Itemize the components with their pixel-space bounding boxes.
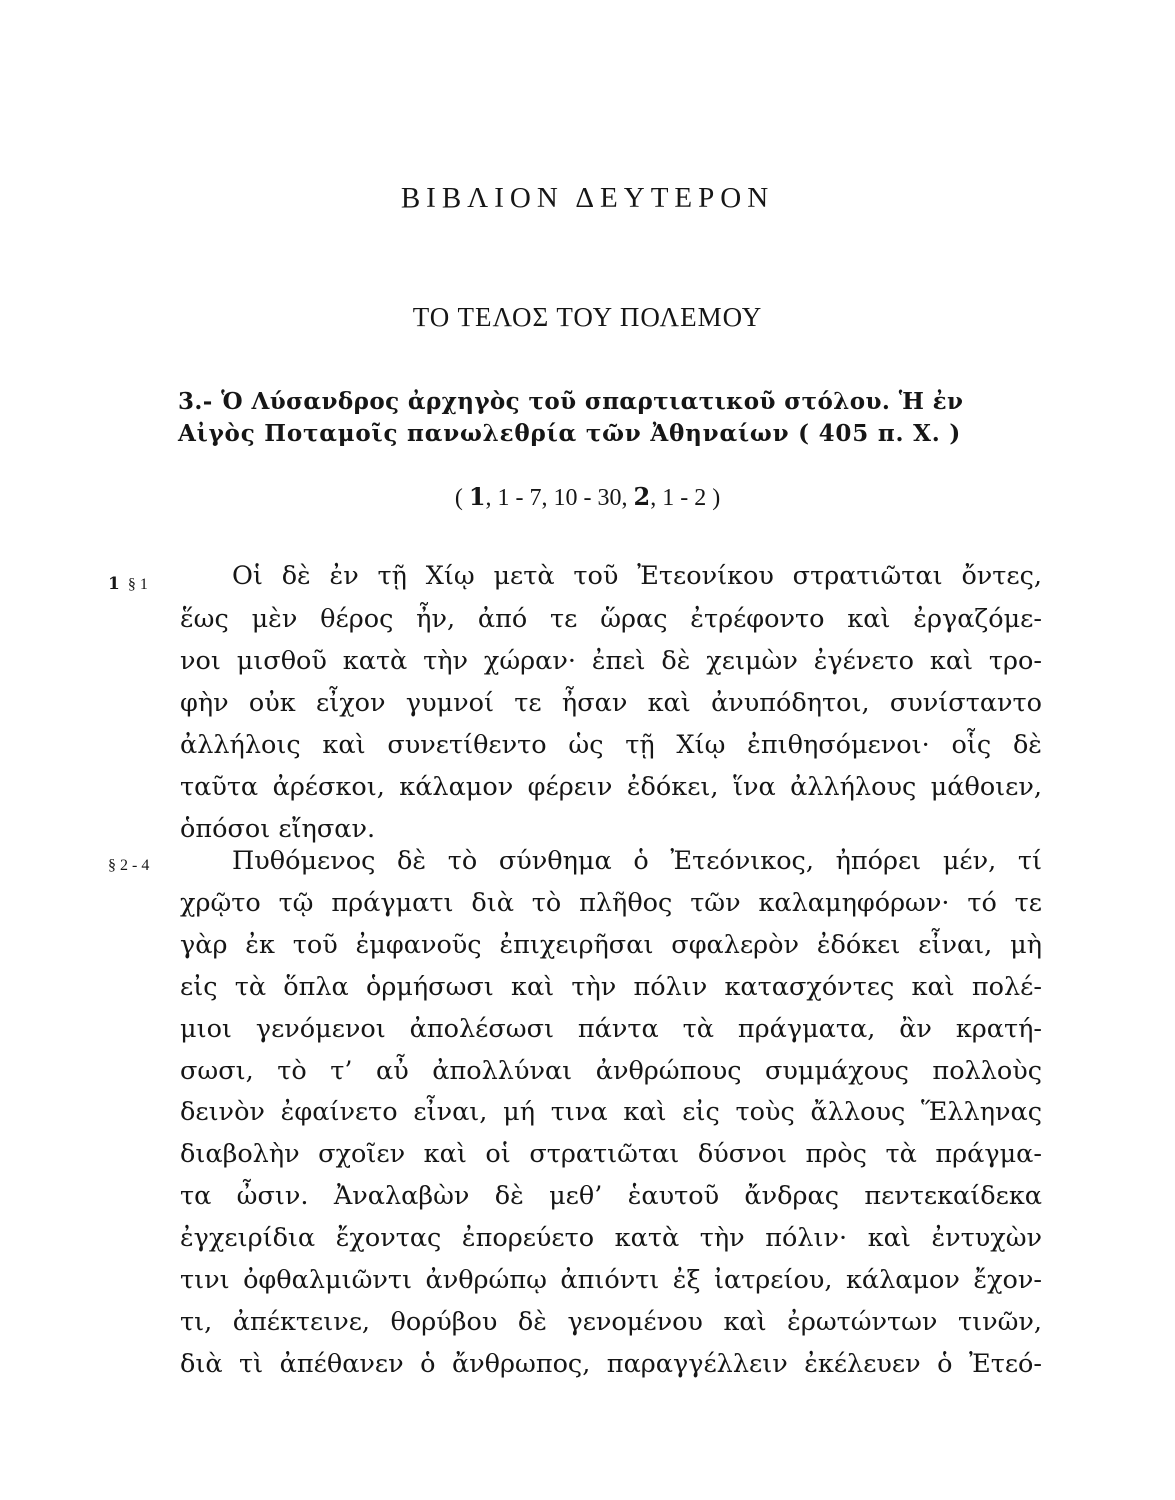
margin-note-2: § 2 - 4 xyxy=(108,857,150,874)
paragraph-2-line: τινι ὀφθαλμιῶντι ἀνθρώπῳ ἀπιόντι ἐξ ἰατρείου, κάλαμον ἔχον- xyxy=(180,1265,1042,1295)
refs-open: ( xyxy=(454,485,469,511)
paragraph-2-line: τα ὦσιν. Ἀναλαβὼν δὲ μεθ’ ἑαυτοῦ ἄνδρας πεντεκαίδεκα xyxy=(180,1181,1042,1211)
source-references xyxy=(0,482,1175,512)
chapter-heading-line-1: 3.- Ὁ Λύσανδρος ἀρχηγὸς τοῦ σπαρτιατικοῦ στόλου. Ἡ ἐν xyxy=(178,388,964,415)
paragraph-2-line: γὰρ ἐκ τοῦ ἐμφανοῦς ἐπιχειρῆσαι σφαλερὸν ἐδόκει εἶναι, μὴ xyxy=(180,930,1042,960)
paragraph-1-line: ἕως μὲν θέρος ἦν, ἀπό τε ὥρας ἐτρέφοντο καὶ ἐργαζόμε- xyxy=(180,604,1042,634)
paragraph-1-line: φὴν οὐκ εἶχον γυμνοί τε ἦσαν καὶ ἀνυπόδητοι, συνίσταντο xyxy=(180,688,1042,718)
refs-book-2: 2 xyxy=(633,482,651,511)
paragraph-1-line: ὁπόσοι εἴησαν. xyxy=(180,814,376,844)
refs-book-1: 1 xyxy=(468,482,486,511)
book-title: ΒΙΒΛΙΟΝ ΔΕΥΤΕΡΟΝ xyxy=(400,182,775,214)
paragraph-2-line: χρῷτο τῷ πράγματι διὰ τὸ πλῆθος τῶν καλαμηφόρων· τό τε xyxy=(180,888,1042,918)
paragraph-1-line: ταῦτα ἀρέσκοι, κάλαμον φέρειν ἐδόκει, ἵνα ἀλλήλους μάθοιεν, xyxy=(180,772,1042,802)
refs-range-2: , 1 - 2 ) xyxy=(650,485,721,511)
margin-note-1-book: 1 xyxy=(108,574,120,594)
margin-note-1-section: § 1 xyxy=(127,576,148,593)
margin-note-1 xyxy=(108,574,148,594)
paragraph-2-line: διὰ τὶ ἀπέθανεν ὁ ἄνθρωπος, παραγγέλλειν ἐκέλευεν ὁ Ἐτεό- xyxy=(180,1349,1042,1379)
paragraph-2-line: διαβολὴν σχοῖεν καὶ οἱ στρατιῶται δύσνοι πρὸς τὰ πράγμα- xyxy=(180,1139,1042,1169)
paragraph-1-line: νοι μισθοῦ κατὰ τὴν χώραν· ἐπεὶ δὲ χειμὼν ἐγένετο καὶ τρο- xyxy=(180,646,1042,676)
paragraph-2-line: τι, ἀπέκτεινε, θορύβου δὲ γενομένου καὶ ἐρωτώντων τινῶν, xyxy=(180,1307,1042,1337)
paragraph-1-line: ἀλλήλοις καὶ συνετίθεντο ὡς τῇ Χίῳ ἐπιθησόμενοι· οἷς δὲ xyxy=(180,730,1042,760)
paragraph-2-line: ἐγχειρίδια ἔχοντας ἐπορεύετο κατὰ τὴν πόλιν· καὶ ἐντυχὼν xyxy=(180,1223,1042,1253)
paragraph-2-line: σωσι, τὸ τ’ αὖ ἀπολλύναι ἀνθρώπους συμμάχους πολλοὺς xyxy=(180,1056,1042,1086)
section-title: ΤΟ ΤΕΛΟΣ ΤΟΥ ΠΟΛΕΜΟΥ xyxy=(412,302,763,332)
chapter-heading-line-2: Αἰγὸς Ποταμοῖς πανωλεθρία τῶν Ἀθηναίων ( 405 π. Χ. ) xyxy=(178,420,962,447)
refs-range-1: , 1 - 7, 10 - 30, xyxy=(485,485,634,511)
paragraph-2-line: δεινὸν ἐφαίνετο εἶναι, μή τινα καὶ εἰς τοὺς ἄλλους Ἕλληνας xyxy=(180,1097,1042,1127)
paragraph-2-line: Πυθόμενος δὲ τὸ σύνθημα ὁ Ἐτεόνικος, ἠπόρει μέν, τί xyxy=(232,846,1042,876)
paragraph-2-line: μιοι γενόμενοι ἀπολέσωσι πάντα τὰ πράγματα, ἂν κρατή- xyxy=(180,1014,1042,1044)
paragraph-1-line: Οἱ δὲ ἐν τῇ Χίῳ μετὰ τοῦ Ἐτεονίκου στρατιῶται ὄντες, xyxy=(232,561,1042,591)
paragraph-2-line: εἰς τὰ ὅπλα ὁρμήσωσι καὶ τὴν πόλιν κατασχόντες καὶ πολέ- xyxy=(180,972,1042,1002)
